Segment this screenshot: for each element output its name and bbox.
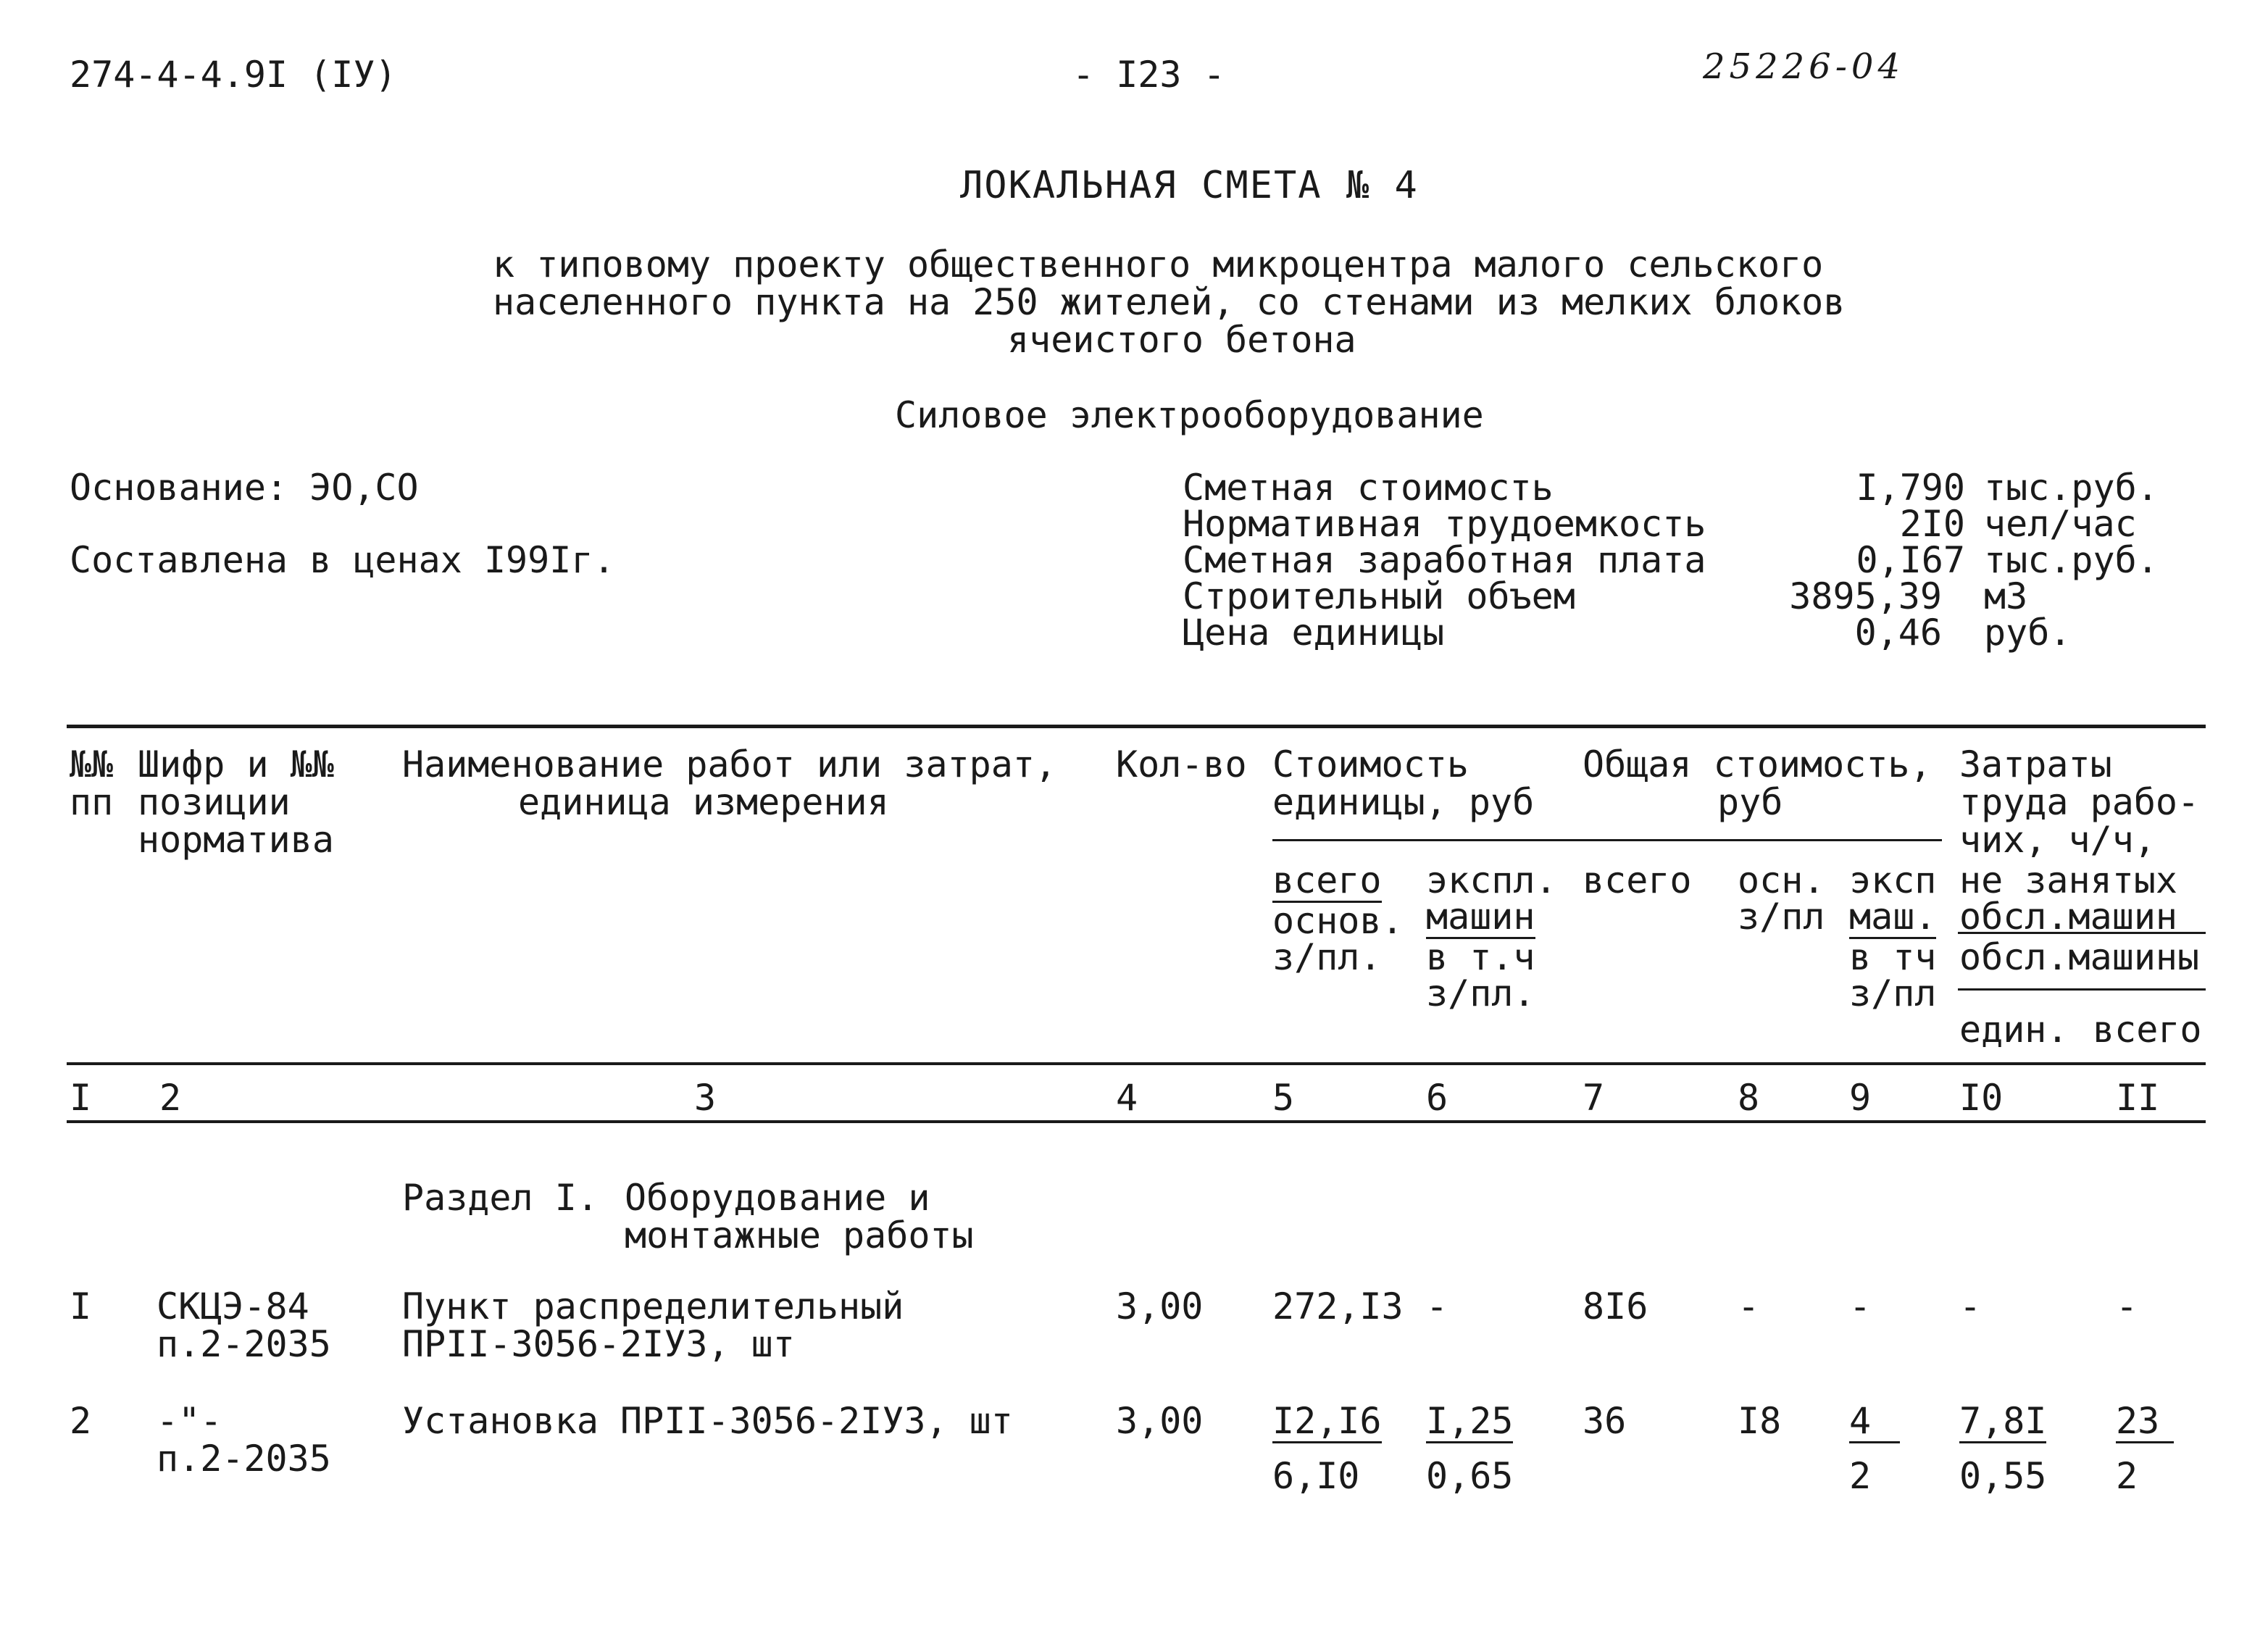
page-number: - I23 - — [1072, 54, 1225, 96]
col10-header: един. — [1959, 1009, 2069, 1051]
row-code: -"- — [157, 1400, 222, 1442]
row-number: I — [70, 1285, 92, 1327]
section-name: Силовое электрооборудование — [895, 394, 1484, 436]
col2-header-line2: позиции — [138, 781, 291, 823]
column-number: II — [2116, 1077, 2160, 1119]
col9-header-top1: эксп — [1849, 859, 1937, 901]
column-number: 7 — [1583, 1077, 1605, 1119]
col5-header-bottom1: основ. — [1272, 900, 1404, 942]
labor-sub-header-line2: обсл.машин — [1959, 896, 2178, 938]
col3-header-line1: Наименование работ или затрат, — [402, 743, 1057, 785]
col2-header-line1: Шифр и №№ — [138, 743, 334, 785]
summary-value: 0,46 — [1854, 612, 1942, 654]
row-labor-total-machine: 2 — [2116, 1455, 2138, 1497]
total-cost-header-line2: руб — [1717, 781, 1783, 823]
row-labor-unit-machine: 0,55 — [1959, 1455, 2047, 1497]
labor-sub-header-line3: обсл.машины — [1959, 936, 2200, 978]
prices-year: Составлена в ценах I99Iг. — [70, 539, 615, 581]
row-labor-unit: - — [1959, 1285, 1982, 1327]
column-number: 9 — [1849, 1077, 1872, 1119]
labor-header-line1: Затраты — [1959, 743, 2112, 785]
col8-header-line1: осн. — [1738, 859, 1825, 901]
basis-label: Основание: ЭО,СО — [70, 467, 419, 509]
summary-label: Сметная стоимость — [1183, 467, 1554, 509]
col6-header-top2: машин — [1426, 896, 1535, 938]
row-total-machine: 4 — [1849, 1403, 1900, 1443]
row-machine-cost: I,25 — [1426, 1400, 1514, 1442]
col11-header: всего — [2093, 1009, 2202, 1051]
row-quantity: 3,00 — [1116, 1400, 1204, 1442]
col9-header-bottom1: в тч — [1849, 936, 1937, 978]
row-labor-total: 23 — [2116, 1403, 2174, 1443]
column-number: 8 — [1738, 1077, 1760, 1119]
labor-sub-header-line1: не занятых — [1959, 859, 2178, 901]
summary-value: 0,I67 — [1856, 539, 1965, 581]
section-label: Раздел I. — [402, 1177, 599, 1219]
row-unit-cost-total: I2,I6 — [1272, 1400, 1382, 1442]
row-code: п.2-2035 — [157, 1438, 331, 1480]
col3-header-line2: единица измерения — [518, 781, 889, 823]
summary-label: Нормативная трудоемкость — [1183, 503, 1706, 545]
col6-header-bottom1: в т.ч — [1426, 936, 1535, 978]
row-labor-unit: 7,8I — [1959, 1400, 2047, 1442]
summary-unit: м3 — [1984, 575, 2028, 617]
row-unit-cost-wage: 6,I0 — [1272, 1455, 1360, 1497]
row-total-machine-wage: 2 — [1849, 1455, 1872, 1497]
col9-header-top2: маш. — [1849, 896, 1937, 938]
row-number: 2 — [70, 1400, 92, 1442]
subtitle-line-3: ячеистого бетона — [1007, 319, 1356, 361]
labor-header-line2: труда рабо- — [1959, 781, 2200, 823]
row-total-wage: - — [1738, 1285, 1760, 1327]
col5-header-bottom2: з/пл. — [1272, 936, 1382, 978]
row-code: СКЦЭ-84 — [157, 1285, 309, 1327]
summary-label: Строительный объем — [1183, 575, 1575, 617]
cost-group-rule — [1272, 839, 1942, 841]
column-number: I — [70, 1077, 92, 1119]
row-labor-total: - — [2116, 1285, 2138, 1327]
document-title: ЛОКАЛЬНАЯ СМЕТА № 4 — [960, 164, 1419, 207]
col6-header-top1: экспл. — [1426, 859, 1557, 901]
summary-value: 3895,39 — [1789, 575, 1942, 617]
column-number: 5 — [1272, 1077, 1295, 1119]
row-total-cost: 8I6 — [1583, 1285, 1648, 1327]
row-name: Пункт распределительный — [402, 1285, 904, 1327]
summary-unit: тыс.руб. — [1984, 539, 2159, 581]
row-quantity: 3,00 — [1116, 1285, 1204, 1327]
row-code: п.2-2035 — [157, 1323, 331, 1365]
col6-header-bottom2: з/пл. — [1426, 972, 1535, 1014]
summary-value: 2I0 — [1899, 503, 1965, 545]
handwritten-inventory-number: 25226-04 — [1703, 46, 1904, 87]
summary-label: Цена единицы — [1183, 612, 1445, 654]
column-number: 6 — [1426, 1077, 1448, 1119]
col8-header-line2: з/пл — [1738, 896, 1825, 938]
col4-header: Кол-во — [1116, 743, 1247, 785]
column-number: I0 — [1959, 1077, 2004, 1119]
summary-label: Сметная заработная плата — [1183, 539, 1706, 581]
unit-cost-header-line2: единицы, руб — [1272, 781, 1535, 823]
column-number: 2 — [159, 1077, 182, 1119]
header-bottom-rule — [67, 1062, 2206, 1065]
labor-header-line3: чих, ч/ч, — [1959, 819, 2156, 861]
total-cost-header-line1: Общая стоимость, — [1583, 743, 1932, 785]
summary-value: I,790 — [1856, 467, 1965, 509]
summary-unit: руб. — [1984, 612, 2072, 654]
summary-unit: чел/час — [1984, 503, 2137, 545]
row-unit-cost: 272,I3 — [1272, 1285, 1404, 1327]
col2-header-line3: норматива — [138, 819, 334, 861]
row-total-wage: I8 — [1738, 1400, 1782, 1442]
row-total-cost: 36 — [1583, 1400, 1627, 1442]
summary-unit: тыс.руб. — [1984, 467, 2159, 509]
col1-header-line1: №№ — [70, 743, 114, 785]
row-machine-cost: - — [1426, 1285, 1448, 1327]
column-number: 3 — [694, 1077, 717, 1119]
row-name: Установка ПРII-3056-2IУ3, шт — [402, 1400, 1013, 1442]
col9-header-bottom2: з/пл — [1849, 972, 1937, 1014]
subtitle-line-2: населенного пункта на 250 жителей, со стенами из мелких блоков — [493, 281, 1846, 323]
column-numbers-rule — [67, 1120, 2206, 1123]
labor-subgroup-rule-2 — [1958, 988, 2206, 991]
column-number: 4 — [1116, 1077, 1138, 1119]
col1-header-line2: пп — [70, 781, 114, 823]
col7-header: всего — [1583, 859, 1692, 901]
unit-cost-header-line1: Стоимость — [1272, 743, 1469, 785]
row-machine-wage: 0,65 — [1426, 1455, 1514, 1497]
document-code: 274-4-4.9I (IУ) — [70, 54, 397, 96]
row-name: ПРII-3056-2IУ3, шт — [402, 1323, 795, 1365]
subtitle-line-1: к типовому проекту общественного микроцентра малого сельского — [493, 243, 1824, 285]
row-total-machine: - — [1849, 1285, 1872, 1327]
section-title-line1: Оборудование и — [625, 1177, 930, 1219]
table-top-rule — [67, 725, 2206, 728]
section-title-line2: монтажные работы — [625, 1214, 974, 1256]
col5-header-top: всего — [1272, 859, 1382, 901]
